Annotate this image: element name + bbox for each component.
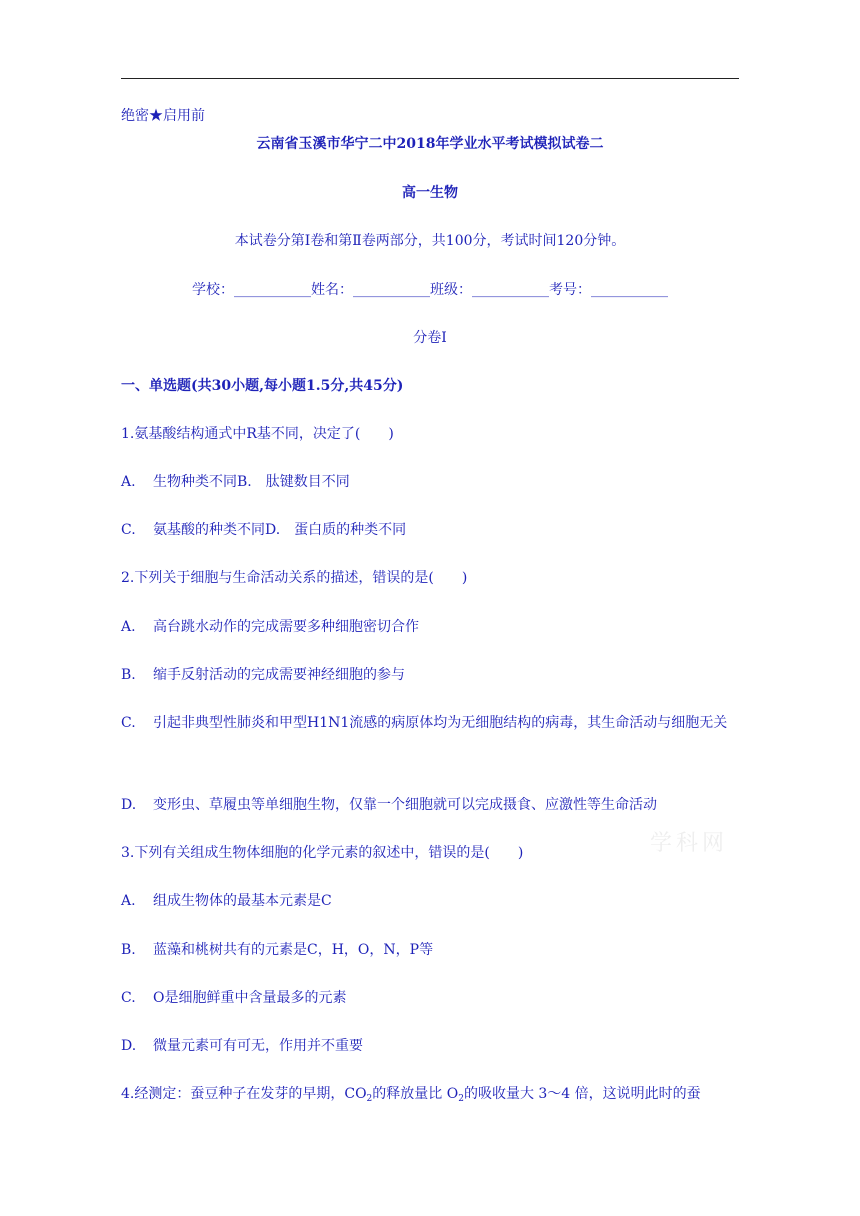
subject-title: 高一生物 xyxy=(402,185,458,201)
question-3-option-c xyxy=(121,988,346,1008)
option-letter: D. xyxy=(121,797,137,813)
option-letter: C. xyxy=(121,522,136,538)
part-label: 分卷I xyxy=(413,330,447,346)
question-2-option-a xyxy=(121,617,419,637)
header-rule xyxy=(121,78,739,79)
question-2-option-d xyxy=(121,795,657,815)
subscript: 2 xyxy=(458,1094,464,1104)
question-3-option-b xyxy=(121,940,433,960)
question-2-stem: 2.下列关于细胞与生命活动关系的描述，错误的是( ) xyxy=(121,570,468,586)
option-text: 组成生物体的最基本元素是C xyxy=(153,893,332,909)
option-text: 引起非典型性肺炎和甲型H1N1流感的病原体均为无细胞结构的病毒，其生命活动与细胞无关 xyxy=(153,715,728,731)
question-1-option-ab xyxy=(121,472,350,492)
option-text: 蓝藻和桃树共有的元素是C，H，O，N，P等 xyxy=(153,942,434,958)
option-letter: C. xyxy=(121,715,136,731)
question-3-stem: 3.下列有关组成生物体细胞的化学元素的叙述中，错误的是( ) xyxy=(121,845,524,861)
stem-text: 的释放量比 O xyxy=(372,1086,459,1102)
option-text: O是细胞鲜重中含量最多的元素 xyxy=(153,990,347,1006)
question-2-option-c xyxy=(121,707,739,739)
exam-instructions: 本试卷分第Ⅰ卷和第Ⅱ卷两部分，共100分，考试时间120分钟。 xyxy=(234,233,626,249)
secret-mark: 绝密★启用前 xyxy=(121,108,205,124)
student-info-line: 学校：___________姓名：___________班级：___________考号：___________ xyxy=(192,282,668,298)
option-text: 高台跳水动作的完成需要多种细胞密切合作 xyxy=(153,619,419,635)
option-letter: B. xyxy=(121,942,136,958)
question-3-option-d xyxy=(121,1036,363,1056)
option-letter: C. xyxy=(121,990,136,1006)
option-letter: D. xyxy=(121,1038,137,1054)
exam-title: 云南省玉溪市华宁二中2018年学业水平考试模拟试卷二 xyxy=(256,136,604,152)
question-1-stem: 1.氨基酸结构通式中R基不同，决定了( ) xyxy=(121,426,394,442)
stem-text: 的吸收量大 3～4 倍，这说明此时的蚕 xyxy=(463,1086,701,1102)
stem-text: 4.经测定：蚕豆种子在发芽的早期，CO xyxy=(121,1086,367,1102)
question-3-option-a xyxy=(121,891,332,911)
option-letter: A. xyxy=(121,893,136,909)
option-letter: A. xyxy=(121,474,136,490)
option-text: 微量元素可有可无，作用并不重要 xyxy=(153,1038,363,1054)
option-text: 缩手反射活动的完成需要神经细胞的参与 xyxy=(153,667,405,683)
question-2-option-b xyxy=(121,665,405,685)
section-heading: 一、单选题(共30小题,每小题1.5分,共45分) xyxy=(121,378,404,394)
watermark-logo: 学科网 xyxy=(650,831,729,856)
question-4-stem xyxy=(121,1084,701,1104)
option-letter: A. xyxy=(121,619,136,635)
question-1-option-cd xyxy=(121,520,406,540)
option-text: 变形虫、草履虫等单细胞生物，仅靠一个细胞就可以完成摄食、应激性等生命活动 xyxy=(153,797,657,813)
option-letter: B. xyxy=(121,667,136,683)
option-text: 生物种类不同B. 肽键数目不同 xyxy=(153,474,350,490)
option-text: 氨基酸的种类不同D. 蛋白质的种类不同 xyxy=(153,522,407,538)
subscript: 2 xyxy=(366,1094,373,1104)
